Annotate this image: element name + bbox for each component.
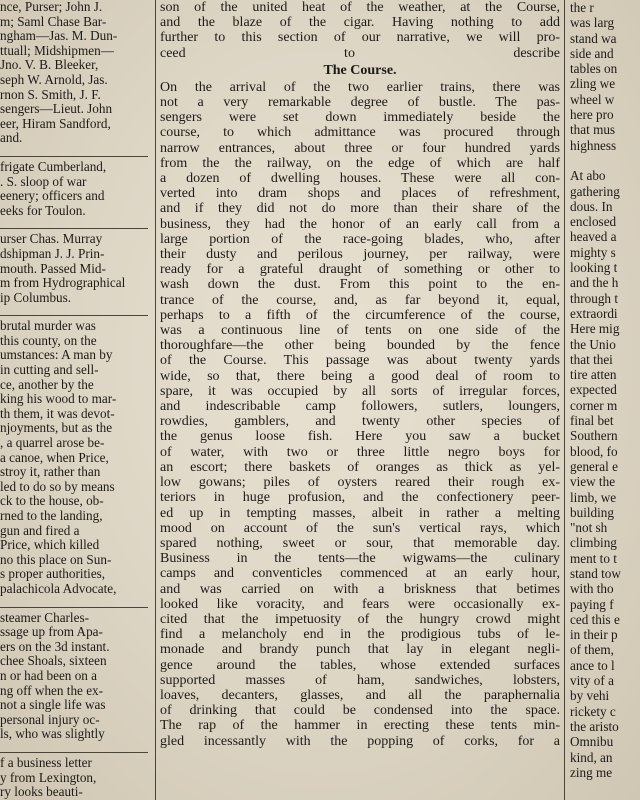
text-line: stand wa bbox=[570, 30, 617, 46]
text-line: rickety c bbox=[570, 703, 616, 719]
text-line: tire atten bbox=[570, 367, 617, 383]
text-line: The rap of the hammer in erecting these tents min- bbox=[160, 718, 560, 734]
text-line: wide, so that, there being a good deal of room to bbox=[160, 368, 560, 384]
text-line: from the the railway, on the edge of which are half bbox=[160, 155, 560, 171]
text-line: an escort; there baskets of oranges as thick as yel- bbox=[160, 459, 560, 475]
text-line: of water, with two or three little negro boys for bbox=[160, 444, 560, 460]
text-line: gled incessantly with the popping of corks, for a bbox=[160, 733, 560, 749]
text-line: , a quarrel arose be- bbox=[0, 436, 105, 451]
text-line: expected bbox=[570, 382, 617, 398]
text-line: stand tow bbox=[570, 565, 621, 581]
text-line: ip Columbus. bbox=[0, 290, 72, 305]
text-line: rned to the landing, bbox=[0, 509, 103, 523]
text-line: Jno. V. B. Bleeker, bbox=[0, 58, 99, 73]
text-line: umstances: A man by bbox=[0, 348, 113, 363]
text-line: cited that the impetuosity of the hungry crowd might bbox=[160, 611, 560, 627]
section-divider bbox=[0, 146, 148, 157]
text-line bbox=[570, 153, 640, 168]
text-line: tables on bbox=[570, 61, 618, 77]
text-line: wheel w bbox=[570, 91, 615, 107]
text-line: zing me bbox=[570, 764, 613, 780]
text-line: and was carried on with a briskness that betimes bbox=[160, 581, 560, 597]
section-divider bbox=[0, 742, 148, 753]
left-column bbox=[0, 0, 152, 800]
article-heading: The Course. bbox=[323, 62, 397, 78]
text-line: supported masses of ham, sandwiches, lobsters, bbox=[160, 672, 560, 688]
text-line: the genus loose fish. Here you saw a bucket bbox=[160, 429, 560, 445]
text-line: find a melancholy end in the prodigious tubs of le- bbox=[160, 627, 560, 643]
text-line: climbing bbox=[570, 535, 617, 551]
text-line: gathering bbox=[570, 183, 620, 199]
text-line: brutal murder was bbox=[0, 319, 96, 334]
text-line: of the Course. This passage was about twenty yards bbox=[160, 353, 560, 369]
text-line: spared nothing, sweet or sour, that memorable day. bbox=[160, 535, 560, 551]
text-line: and the blaze of the cigar. Having nothing to add bbox=[160, 15, 560, 31]
text-line: "not sh bbox=[570, 520, 608, 536]
text-line: gun and fired a bbox=[0, 523, 80, 538]
text-line: the Unio bbox=[570, 336, 616, 352]
text-line: n or had been on a bbox=[0, 668, 98, 683]
text-line: stroy it, rather than bbox=[0, 465, 101, 480]
text-line: final bet bbox=[570, 413, 614, 429]
text-line: sengers were set down immediately beside the bbox=[160, 110, 560, 126]
right-column bbox=[570, 0, 640, 800]
text-line: Southern bbox=[570, 428, 618, 444]
text-line: a canoe, when Price, bbox=[0, 450, 109, 465]
text-line: personal injury oc- bbox=[0, 712, 100, 727]
text-line: view the bbox=[570, 474, 616, 490]
text-line: was larg bbox=[570, 15, 615, 31]
text-line: s proper authorities, bbox=[0, 567, 106, 582]
text-line: loaves, decanters, glasses, and all the paraphernalia bbox=[160, 687, 560, 703]
text-line: in cutting and sell- bbox=[0, 363, 99, 378]
text-line: palachicola Advocate, bbox=[0, 581, 117, 596]
text-line: with tho bbox=[570, 581, 614, 597]
text-line: th them, it was devot- bbox=[0, 406, 115, 421]
text-line: thoroughfare—the other being bounded by the fence bbox=[160, 338, 560, 354]
text-line: f a business letter bbox=[0, 755, 92, 770]
text-line: their dusty and perilous journey, per railway, were bbox=[160, 247, 560, 263]
text-line: ce, another by the bbox=[0, 377, 94, 392]
text-line: blood, fo bbox=[570, 443, 618, 459]
text-line: ng off when the ex- bbox=[0, 683, 104, 698]
text-line: ceed to describe bbox=[160, 45, 560, 61]
text-line: course, to which admittance was procured through bbox=[160, 125, 560, 141]
text-line: and. bbox=[0, 131, 23, 146]
text-line: At abo bbox=[570, 168, 606, 184]
text-line: ssage up from Apa- bbox=[0, 625, 103, 640]
text-line: spare, it was occupied by all sorts of irregular forces, bbox=[160, 383, 560, 399]
text-line: teriors in huge profusion, and the confectionery peer- bbox=[160, 490, 560, 506]
article-intro bbox=[160, 0, 560, 61]
article-body bbox=[160, 80, 560, 749]
text-line: general e bbox=[570, 458, 618, 474]
text-line: sengers—Lieut. John bbox=[0, 102, 113, 117]
text-line: m from Hydrographical bbox=[0, 276, 126, 291]
text-line: nce, Purser; John J. bbox=[0, 0, 103, 14]
text-line: no this place on Sun- bbox=[0, 552, 112, 567]
text-line: through t bbox=[570, 290, 618, 306]
text-line: and if they did not do more than their share of the bbox=[160, 201, 560, 217]
text-line: ced this e bbox=[570, 611, 620, 627]
text-line: and the h bbox=[570, 275, 619, 291]
text-line: that mus bbox=[570, 122, 616, 138]
text-line: looking t bbox=[570, 260, 618, 276]
text-line: not a single life was bbox=[0, 698, 106, 713]
text-line: Here mig bbox=[570, 321, 620, 337]
text-line: eeks for Toulon. bbox=[0, 203, 86, 218]
text-line: side and bbox=[570, 45, 614, 61]
text-line: was a continuous line of tents on one side of the bbox=[160, 323, 560, 339]
text-line: eenery; officers and bbox=[0, 189, 105, 204]
text-line: ers on the 3d instant. bbox=[0, 639, 110, 654]
text-line: monade and brandy punch that lay in elegant negli- bbox=[160, 642, 560, 658]
text-line: ment to t bbox=[570, 550, 617, 566]
section-divider bbox=[0, 597, 148, 608]
text-line: looked like voracity, and fears were occasionally ex- bbox=[160, 596, 560, 612]
text-line: Price, which killed bbox=[0, 538, 100, 553]
text-line: mood on account of the sun's vertical rays, which bbox=[160, 520, 560, 536]
text-line: not a very remarkable degree of bustle. The pas- bbox=[160, 95, 560, 111]
text-line: son of the united heat of the weather, at the Course, bbox=[160, 0, 560, 15]
text-line: gence around the tables, whose extended surfaces bbox=[160, 657, 560, 673]
text-line: njoyments, but as the bbox=[0, 421, 113, 436]
text-line: in their p bbox=[570, 627, 618, 643]
text-line: highness bbox=[570, 137, 617, 153]
section-divider bbox=[0, 305, 148, 316]
text-line: m; Saml Chase Bar- bbox=[0, 14, 107, 29]
text-line: frigate Cumberland, bbox=[0, 159, 107, 174]
text-line: On the arrival of the two earlier trains, there was bbox=[160, 79, 560, 95]
text-line: ngham—Jas. M. Dun- bbox=[0, 29, 118, 44]
text-line: chee Shoals, sixteen bbox=[0, 654, 107, 669]
text-line: of drinking that could be condensed into the space. bbox=[160, 703, 560, 719]
section-divider bbox=[0, 218, 148, 229]
text-line: king his wood to mar- bbox=[0, 392, 117, 407]
text-line: dous. In bbox=[570, 198, 613, 214]
text-line: Business in the tents—the wigwams—the culinary bbox=[160, 551, 560, 567]
text-line: paying f bbox=[570, 596, 614, 612]
text-line: camps and conventicles commenced at an early hour, bbox=[160, 566, 560, 582]
text-line: and indescribable camp followers, sutlers, loungers, bbox=[160, 399, 560, 415]
text-line: large portion of the race-going blades, who, after bbox=[160, 231, 560, 247]
text-line: mighty s bbox=[570, 244, 616, 260]
text-line: steamer Charles- bbox=[0, 610, 89, 625]
text-line: vity of a bbox=[570, 673, 614, 689]
text-line: here pro bbox=[570, 107, 614, 123]
text-line: ance to l bbox=[570, 657, 615, 673]
text-line: enclosed bbox=[570, 214, 617, 230]
text-line: the aristo bbox=[570, 718, 619, 734]
column-rule-right bbox=[564, 0, 565, 800]
text-line: . S. sloop of war bbox=[0, 174, 87, 189]
text-line: kind, an bbox=[570, 749, 613, 765]
text-line: ready for a grateful draught of something or other to bbox=[160, 262, 560, 278]
text-line: ttuall; Midshipmen— bbox=[0, 43, 114, 58]
text-line: limb, we bbox=[570, 489, 617, 505]
text-line: y from Lexington, bbox=[0, 770, 97, 785]
text-line: that thei bbox=[570, 351, 613, 367]
text-line: rnon S. Smith, J. F. bbox=[0, 87, 101, 102]
text-line: perhaps to a fifth of the circumference of the course, bbox=[160, 307, 560, 323]
text-line: ry looks beauti- bbox=[0, 785, 83, 800]
column-rule-left bbox=[155, 0, 156, 800]
text-line: ck to the house, ob- bbox=[0, 494, 104, 509]
text-line: of them, bbox=[570, 642, 614, 658]
text-line: by vehi bbox=[570, 688, 610, 704]
text-line: seph W. Arnold, Jas. bbox=[0, 72, 108, 87]
text-line: ls, who was slightly bbox=[0, 727, 105, 742]
text-line: rowdies, gamblers, and twenty other species of bbox=[160, 414, 560, 430]
text-line: low gowans; piles of oysters reared their rough ex- bbox=[160, 475, 560, 491]
text-line: a dozen of dwelling houses. These were all con- bbox=[160, 171, 560, 187]
text-line: heaved a bbox=[570, 229, 617, 245]
text-line: extraordi bbox=[570, 305, 618, 321]
text-line: Omnibu bbox=[570, 734, 614, 750]
text-line: wash down the dust. From this point to the en- bbox=[160, 277, 560, 293]
text-line: verted into dram shops and places of refreshment, bbox=[160, 186, 560, 202]
text-line: mouth. Passed Mid- bbox=[0, 261, 106, 276]
text-line: eer, Hiram Sandford, bbox=[0, 116, 111, 131]
text-line: zling we bbox=[570, 76, 616, 92]
text-line: corner m bbox=[570, 397, 618, 413]
text-line: dshipman J. J. Prin- bbox=[0, 246, 105, 261]
middle-column bbox=[160, 0, 560, 800]
text-line: further to this section of our narrative, we will pro- bbox=[160, 30, 560, 46]
text-line: led to do so by means bbox=[0, 479, 115, 494]
text-line: ed up in tempting masses, albeit in rather a melting bbox=[160, 505, 560, 521]
text-line: business, they had the honor of an early call from a bbox=[160, 216, 560, 232]
text-line: this county, on the bbox=[0, 333, 97, 348]
text-line: narrow entrances, about three or four hundred yards bbox=[160, 140, 560, 156]
text-line: urser Chas. Murray bbox=[0, 232, 103, 247]
text-line: the r bbox=[570, 0, 594, 15]
text-line: trance of the course, and, as far beyond it, equal, bbox=[160, 292, 560, 308]
text-line: building bbox=[570, 504, 614, 520]
